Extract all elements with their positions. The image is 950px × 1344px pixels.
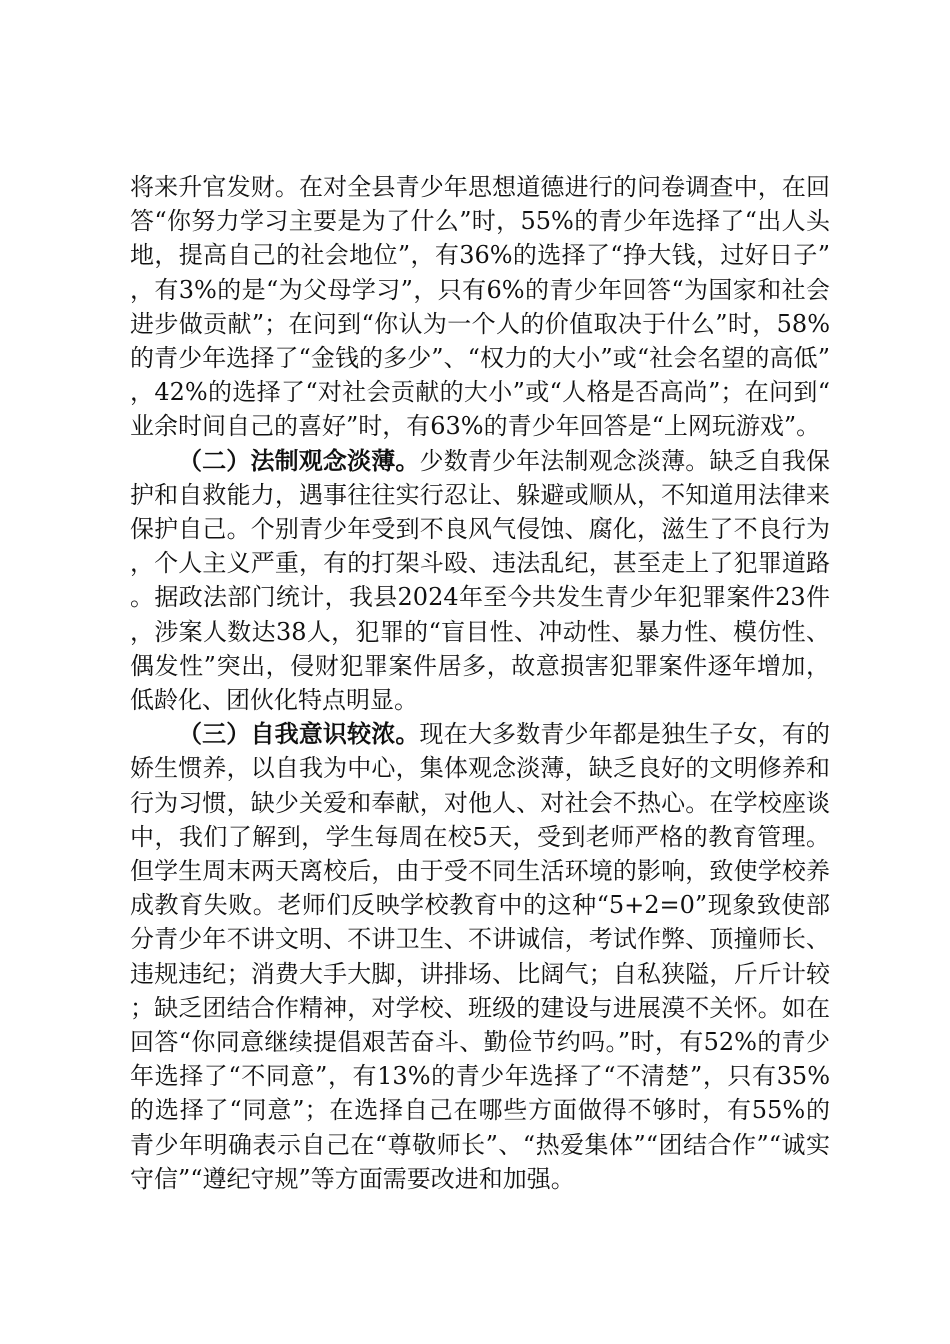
paragraph-legal-awareness bbox=[130, 444, 830, 718]
paragraph-continuation bbox=[130, 170, 830, 444]
document-body bbox=[130, 170, 830, 1196]
section-heading-legal-awareness: （二）法制观念淡薄。 bbox=[178, 445, 420, 475]
paragraph-body-text: 现在大多数青少年都是独生子女，有的娇生惯养，以自我为中心，集体观念淡薄，缺乏良好的文明修养和行为习惯，缺少关爱和奉献，对他人、对社会不热心。在学校座谈中，我们了解到，学生每周在校5天，受到老师严格的教育管理。但学生周末两天离校后，由于受不同生活环境的影响，致使学校养成教育失败。老师们反映学校教育中的这种“5+2=0”现象致使部分青少年不讲文明、不讲卫生、不讲诚信，考试作弊、顶撞师长、违规违纪；消费大手大脚，讲排场、比阔气；自私狭隘，斤斤计较；缺乏团结合作精神，对学校、班级的建设与进展漠不关怀。如在回答“你同意继续提倡艰苦奋斗、勤俭节约吗。”时，有52%的青少年选择了“不同意”，有13%的青少年选择了“不清楚”，只有35%的选择了“同意”；在选择自己在哪些方面做得不够时，有55%的青少年明确表示自己在“尊敬师长”、“热爱集体”“团结合作”“诚实守信”“遵纪守规”等方面需要改进和加强。 bbox=[130, 720, 831, 1193]
paragraph-self-awareness bbox=[130, 717, 830, 1196]
paragraph-body-text: 少数青少年法制观念淡薄。缺乏自我保护和自救能力，遇事往往实行忍让、躲避或顺从，不知道用法律来保护自己。个别青少年受到不良风气侵蚀、腐化，滋生了不良行为，个人主义严重，有的打架斗殴、违法乱纪，甚至走上了犯罪道路。据政法部门统计，我县2024年至今共发生青少年犯罪案件23件，涉案人数达38人，犯罪的“盲目性、冲动性、暴力性、模仿性、偶发性”突出，侵财犯罪案件居多，故意损害犯罪案件逐年增加，低龄化、团伙化特点明显。 bbox=[130, 446, 831, 715]
paragraph-body-text: 将来升官发财。在对全县青少年思想道德进行的问卷调查中，在回答“你努力学习主要是为了什么”时，55%的青少年选择了“出人头地，提高自己的社会地位”，有36%的选择了“挣大钱，过好日子”，有3%的是“为父母学习”，只有6%的青少年回答“为国家和社会进步做贡献”；在问到“你认为一个人的价值取决于什么”时，58%的青少年选择了“金钱的多少”、“权力的大小”或“社会名望的高低”，42%的选择了“对社会贡献的大小”或“人格是否高尚”；在问到“业余时间自己的喜好”时，有63%的青少年回答是“上网玩游戏”。 bbox=[130, 173, 830, 441]
section-heading-self-awareness: （三）自我意识较浓。 bbox=[178, 719, 420, 749]
